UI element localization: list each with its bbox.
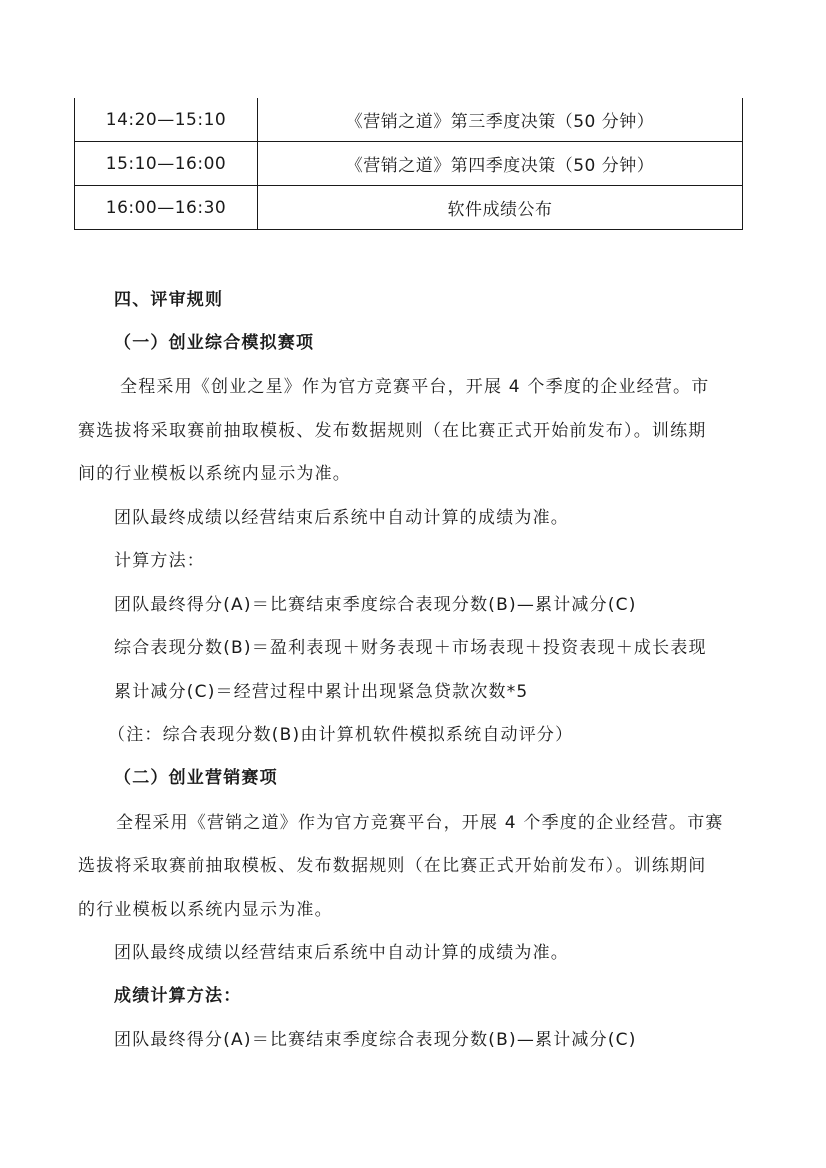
paragraph: 团队最终成绩以经营结束后系统中自动计算的成绩为准。: [114, 508, 569, 528]
time-cell: 16:00—16:30: [75, 186, 258, 230]
calc-method-label: 成绩计算方法：: [114, 986, 242, 1006]
formula: 团队最终得分(A)＝比赛结束季度综合表现分数(B)—累计减分(C): [114, 595, 637, 615]
paragraph-line: 选拔将采取赛前抽取模板、发布数据规则（在比赛正式开始前发布）。训练期间: [78, 856, 707, 876]
note: （注：综合表现分数(B)由计算机软件模拟系统自动评分）: [108, 725, 574, 745]
calc-method-label: 计算方法：: [114, 551, 205, 571]
paragraph-line: 间的行业模板以系统内显示为准。: [78, 464, 351, 484]
time-cell: 15:10—16:00: [75, 142, 258, 186]
schedule-table: [74, 98, 743, 230]
paragraph-line: 全程采用《创业之星》作为官方竞赛平台，开展 4 个季度的企业经营。市: [120, 377, 710, 397]
formula: 团队最终得分(A)＝比赛结束季度综合表现分数(B)—累计减分(C): [114, 1030, 637, 1050]
table-row: [75, 186, 743, 230]
formula: 累计减分(C)＝经营过程中累计出现紧急贷款次数*5: [114, 682, 529, 702]
table-row: [75, 98, 743, 142]
table-row: [75, 142, 743, 186]
paragraph-line: 赛选拔将采取赛前抽取模板、发布数据规则（在比赛正式开始前发布）。训练期: [78, 421, 707, 441]
time-cell: 14:20—15:10: [75, 98, 258, 142]
activity-cell: 软件成绩公布: [258, 186, 743, 230]
paragraph-line: 全程采用《营销之道》作为官方竞赛平台，开展 4 个季度的企业经营。市赛: [116, 813, 724, 833]
section-heading: 四、评审规则: [114, 290, 224, 310]
subsection-heading-2: （二）创业营销赛项: [114, 768, 278, 788]
subsection-heading-1: （一）创业综合模拟赛项: [114, 333, 315, 353]
activity-cell: 《营销之道》第三季度决策（50 分钟）: [258, 98, 743, 142]
paragraph: 团队最终成绩以经营结束后系统中自动计算的成绩为准。: [114, 943, 569, 963]
activity-cell: 《营销之道》第四季度决策（50 分钟）: [258, 142, 743, 186]
formula: 综合表现分数(B)＝盈利表现＋财务表现＋市场表现＋投资表现＋成长表现: [114, 638, 707, 658]
paragraph-line: 的行业模板以系统内显示为准。: [78, 900, 333, 920]
